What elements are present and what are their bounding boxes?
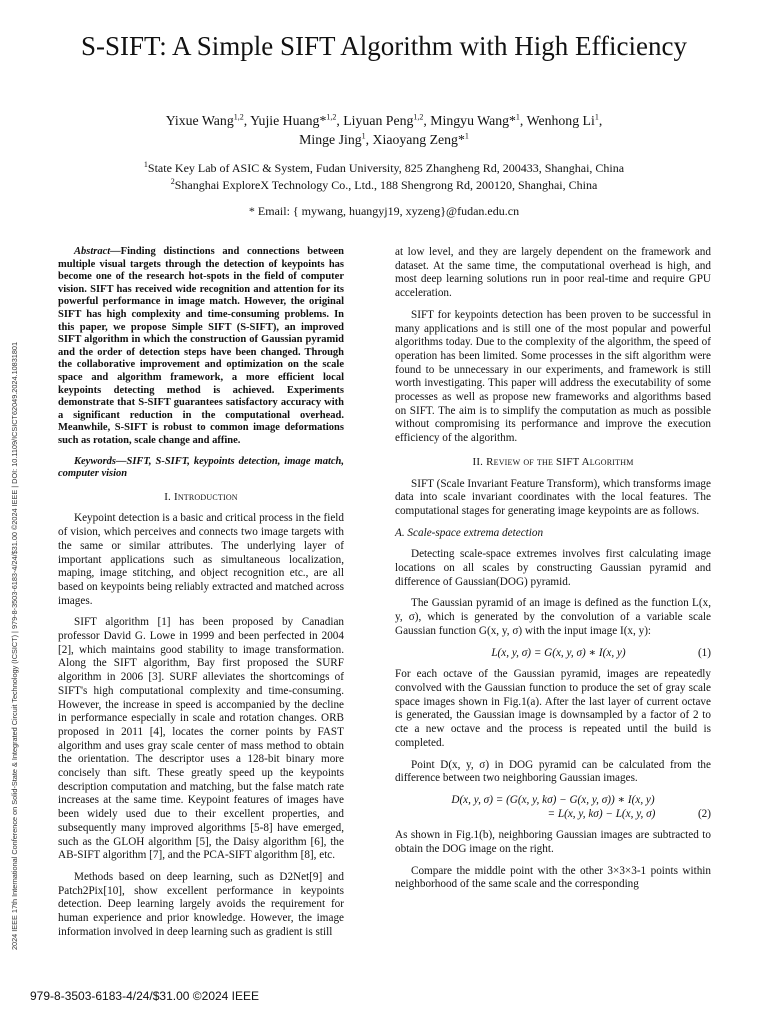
paragraph: SIFT algorithm [1] has been proposed by Canadian professor David G. Lowe in 1999 and been perfected in 2004 [2], which maintains good stability to image transformation. Along the SIFT algorithm, Bay first proposed the SURF algorithm in 2006 [3]. SURF alleviates the shortcomings of SIFT's high computational complexity and time-consuming. However, the increase in speed is accompanied by the decline in performance especially in scale and rotation changes. ORB proposed in 2011 [4], locates the corner points by FAST algorithm and uses gray scale center of mass method to obtain the orientation. The descriptor uses a 128-bit binary more concisely than sift. These greatly speed up the keypoints description computation and matching, but the false match rate increases at the same time. Keypoint features of images have been widely used due to their excellent properties, and subsequently many improved algorithms [5-8] have emerged, such as the GLOH algorithm [5], the Daisy algorithm [6], the AB-SIFT algorithm [7], and the PCA-SIFT algorithm [8], etc. bbox=[58, 616, 344, 862]
sidebar-text: 2024 IEEE 17th International Conference on Solid-State & Integrated Circuit Technology (ICSICT) | 979-8-3503-6183-4/24/$31.00 ©2024 IEEE | DOI: 10.1109/ICSICT62049.2024.10831801 bbox=[10, 341, 19, 950]
affiliations bbox=[60, 160, 708, 194]
abstract: Abstract—Finding distinctions and connections between multiple visual targets through the detection of keypoints has become one of the research hot-spots in the field of computer vision. SIFT has received wide recognition and attention for its powerful performance in image match. However, the original SIFT has high complexity and time-consuming problems. In this paper, we propose Simple SIFT (S-SIFT), an improved SIFT algorithm in which the construction of Gaussian pyramid and the order of detection steps have been changed. Through the collaborative improvement and optimization on the scale space and algorithm framework, a more efficient local keypoints detecting method is achieved. Experiments demonstrate that S-SIFT guarantees satisfactory accuracy with a significant reduction in the computational overhead. Meanwhile, S-SIFT is robust to common image deformations such as rotation, scale change and affine. bbox=[58, 246, 344, 446]
paragraph: Compare the middle point with the other 3×3×3-1 points within neighborhood of the same scale and the corresponding bbox=[395, 864, 711, 891]
paragraph: SIFT for keypoints detection has been proven to be successful in many applications and is still one of the most popular and powerful algorithms today. Due to the complexity of the algorithm, the speed of operation has been limited. Some processes in the sift algorithm were found to be unnecessary in our experiments, and framework is still worth investigating. This paper will address the executability of some processes as well as propose new frameworks and algorithms based on SIFT. The aim is to simplify the computation as much as possible without compromising its performance and improve the execution efficiency of the algorithm. bbox=[395, 308, 711, 445]
paragraph: SIFT (Scale Invariant Feature Transform), which transforms image data into scale invariant coordinates with the local features. The computational stages for generating image keypoints are as follows. bbox=[395, 477, 711, 517]
paragraph: For each octave of the Gaussian pyramid, images are repeatedly convolved with the Gaussian function to produce the set of gray scale space images shown in Fig.1(a). After the last layer of current octave is generated, the Gaussian image is downsampled by a factor of 2 to cte a new octave and the process is repeated until the build is completed. bbox=[395, 668, 711, 749]
subsection-heading: A. Scale-space extrema detection bbox=[395, 526, 544, 539]
equation-1: L(x, y, σ) = G(x, y, σ) ∗ I(x, y) (1) bbox=[491, 646, 711, 659]
affiliation-2: $^2$Shanghai ExploreX Technology Co., Ltd., 188 Shengrong Rd, 200120, Shanghai, China bbox=[170, 177, 598, 192]
right-column bbox=[395, 246, 711, 900]
paragraph: As shown in Fig.1(b), neighboring Gaussian images are subtracted to obtain the DOG image on the right. bbox=[395, 829, 711, 856]
paragraph: Methods based on deep learning, such as D2Net[9] and Patch2Pix[10], show excellent performance in keypoints detection. Deep learning largely avoids the requirement for human experience and prior knowledge. However, the image information involved in deep learning such as gradient is still bbox=[58, 870, 344, 938]
author-line-1: Yixue Wang$^{1,2}$, Yujie Huang*$^{1,2}$, Liyuan Peng$^{1,2}$, Mingyu Wang*$^1$, Wenhong Li$^1$, bbox=[165, 112, 603, 128]
paragraph: Point D(x, y, σ) in DOG pyramid can be calculated from the difference between two neighboring Gaussian images. bbox=[395, 758, 711, 785]
author-line-2: Minge Jing$^1$, Xiaoyang Zeng*$^1$ bbox=[299, 131, 469, 147]
left-column bbox=[58, 246, 344, 947]
paragraph: The Gaussian pyramid of an image is defined as the function L(x, y, σ), which is generated by the convolution of a variable scale Gaussian function G(x, y, σ) with the input image I(x, y): bbox=[395, 597, 711, 637]
paper-title: S-SIFT: A Simple SIFT Algorithm with High Efficiency bbox=[81, 31, 687, 61]
footer-copyright: 979-8-3503-6183-4/24/$31.00 ©2024 IEEE bbox=[30, 989, 260, 1003]
section-heading-review: II. Review of the SIFT Algorithm bbox=[472, 455, 634, 468]
sidebar-citation bbox=[10, 210, 24, 950]
contact-email: * Email: { mywang, huangyj19, xyzeng}@fudan.edu.cn bbox=[248, 204, 520, 218]
author-list bbox=[90, 111, 678, 149]
paragraph: Keypoint detection is a basic and critical process in the field of vision, which perceives and connects two image targets with the same or similar attributes. The underlying layer of important applications such as simultaneous localization, maping, image stitching, and object recognition etc., are all based on keypoints being reliably extracted and matched across images. bbox=[58, 512, 344, 607]
keywords: Keywords—SIFT, S-SIFT, keypoints detection, image match, computer vision bbox=[58, 455, 344, 480]
paragraph: at low level, and they are largely dependent on the framework and dataset. At the same time, the computational overhead is high, and most deep learning solutions run in poor real-time and require GPU acceleration. bbox=[395, 246, 711, 300]
section-heading-introduction: I. Introduction bbox=[164, 490, 238, 503]
paragraph: Detecting scale-space extremes involves first calculating image locations on all scales by constructing Gaussian pyramid and difference of Gaussian(DOG) pyramid. bbox=[395, 548, 711, 588]
equation-2: D(x, y, σ) = (G(x, y, kσ) − G(x, y, σ)) ∗ I(x, y) = L(x, y, kσ) − L(x, y, σ) (2) bbox=[451, 793, 711, 820]
affiliation-1: $^1$State Key Lab of ASIC & System, Fudan University, 825 Zhangheng Rd, 200433, Shanghai, China bbox=[143, 160, 625, 175]
